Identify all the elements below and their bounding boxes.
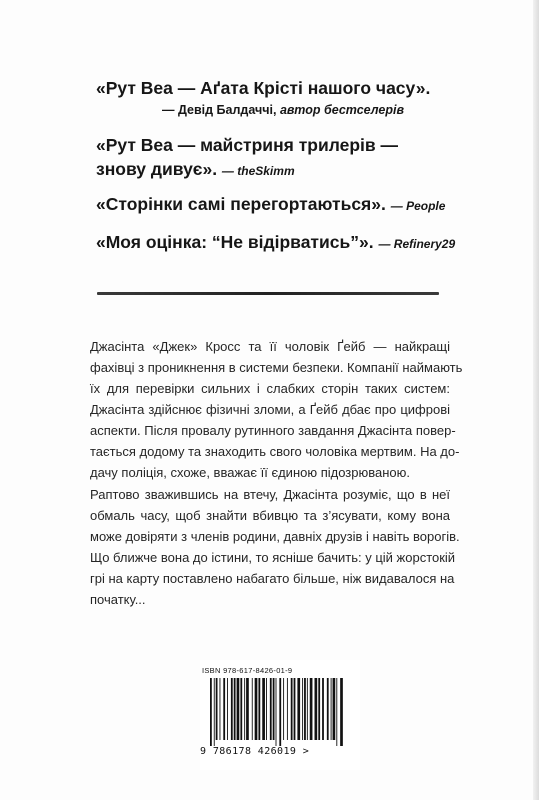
- barcode-bar: [318, 678, 320, 740]
- barcode-bar: [220, 678, 221, 740]
- barcode-bar: [231, 678, 233, 740]
- barcode-bar: [336, 678, 337, 746]
- blurb-paragraph-2: [90, 484, 460, 610]
- barcode-bar: [270, 678, 272, 740]
- blurb-line: може довіряти з членів родини, давніх друзів і навіть ворогів.: [90, 529, 460, 544]
- barcode-bar: [333, 678, 336, 740]
- barcode-bar: [223, 678, 225, 740]
- barcode-bar: [237, 678, 240, 740]
- barcode-bar: [273, 678, 275, 740]
- barcode-bar: [287, 678, 288, 740]
- barcode-bar: [310, 678, 313, 740]
- review-quote-1: [96, 76, 516, 120]
- barcode-bar: [340, 678, 343, 746]
- blurb-line: їх для перевірки сильних і слабких сторін таких систем:: [90, 381, 450, 396]
- blurb-line: тається додому та знаходить свого чоловіка мертвим. На до-: [90, 444, 460, 459]
- barcode-bar: [294, 678, 296, 740]
- blurb-line: Раптово зважившись на втечу, Джасінта розуміє, що в неї: [90, 487, 450, 502]
- quote-text: «Моя оцінка: “Не відірватись”».: [96, 232, 379, 252]
- barcode-bar: [283, 678, 284, 740]
- blurb-line: аспекти. Після провалу рутинного завдання Джасінта повер-: [90, 423, 456, 438]
- barcode-bar: [279, 678, 281, 746]
- blurb-line: Що ближче вона до істини, то ясніше бачить: у цій жорстокій: [90, 550, 456, 565]
- quote-text: «Рут Веа — Аґата Крісті нашого часу».: [96, 78, 431, 98]
- quote-text-line-2: знову дивує».: [96, 159, 222, 179]
- barcode-bar: [302, 678, 303, 740]
- barcode-bar: [246, 678, 249, 740]
- section-divider: [97, 292, 439, 295]
- barcode-bar: [214, 678, 215, 746]
- barcode-bar: [234, 678, 236, 740]
- blurb-line: Джасінта «Джек» Кросс та її чоловік Ґейб — найкращі: [90, 339, 450, 354]
- barcode-bar: [307, 678, 308, 740]
- quote-attribution: — People: [390, 199, 446, 213]
- cover-edge: [533, 0, 539, 800]
- barcode-bar: [331, 678, 332, 740]
- review-quote-3: [96, 192, 516, 218]
- barcode-bar: [252, 678, 253, 740]
- barcode-bar: [244, 678, 245, 740]
- barcode-bar: [327, 678, 329, 740]
- barcode-bar: [258, 678, 260, 740]
- barcode-bars: [208, 678, 348, 746]
- blurb-line: початку...: [90, 592, 146, 607]
- quote-attribution: — theSkimm: [221, 164, 295, 178]
- review-quote-4: [96, 230, 516, 256]
- blurb-line: Джасінта здійснює фізичні зломи, а Ґейб дбає про цифрові: [90, 402, 450, 417]
- barcode-bar: [240, 678, 242, 740]
- blurb-line: обмаль часу, щоб знайти вбивцю та з’ясувати, кому вона: [90, 508, 450, 523]
- barcode-bar: [297, 678, 300, 740]
- review-quote-2: [96, 133, 516, 183]
- barcode-bar: [216, 678, 218, 740]
- quote-attribution: — Refinery29: [378, 237, 456, 251]
- isbn-digits: 9 786178 426019 >: [200, 746, 310, 757]
- quote-text-line-1: «Рут Веа — майстриня трилерів —: [96, 135, 399, 155]
- barcode-bar: [255, 678, 258, 740]
- barcode-bar: [276, 678, 277, 746]
- quote-attribution: — Девід Балдаччі, автор бестселерів: [162, 103, 405, 117]
- barcode-bar: [315, 678, 318, 740]
- barcode-bar: [304, 678, 306, 740]
- barcode-bar: [227, 678, 228, 740]
- blurb-paragraph-1: [90, 336, 463, 483]
- barcode-bar: [262, 678, 265, 740]
- quote-text: «Сторінки самі перегортаються».: [96, 194, 391, 214]
- barcode-bar: [322, 678, 324, 740]
- isbn-barcode: [200, 660, 360, 770]
- barcode-bar: [210, 678, 212, 746]
- blurb-line: дачу поліція, схоже, вважає її єдиною підозрюваною.: [90, 465, 411, 480]
- barcode-bar: [291, 678, 293, 740]
- isbn-label: ISBN 978-617-8426-01-9: [202, 666, 293, 675]
- blurb-line: грі на карту поставлено набагато більше, ніж видавалося на: [90, 571, 455, 586]
- blurb-line: фахівці з проникнення в системи безпеки. Компанії наймають: [90, 360, 463, 375]
- barcode-bar: [266, 678, 267, 740]
